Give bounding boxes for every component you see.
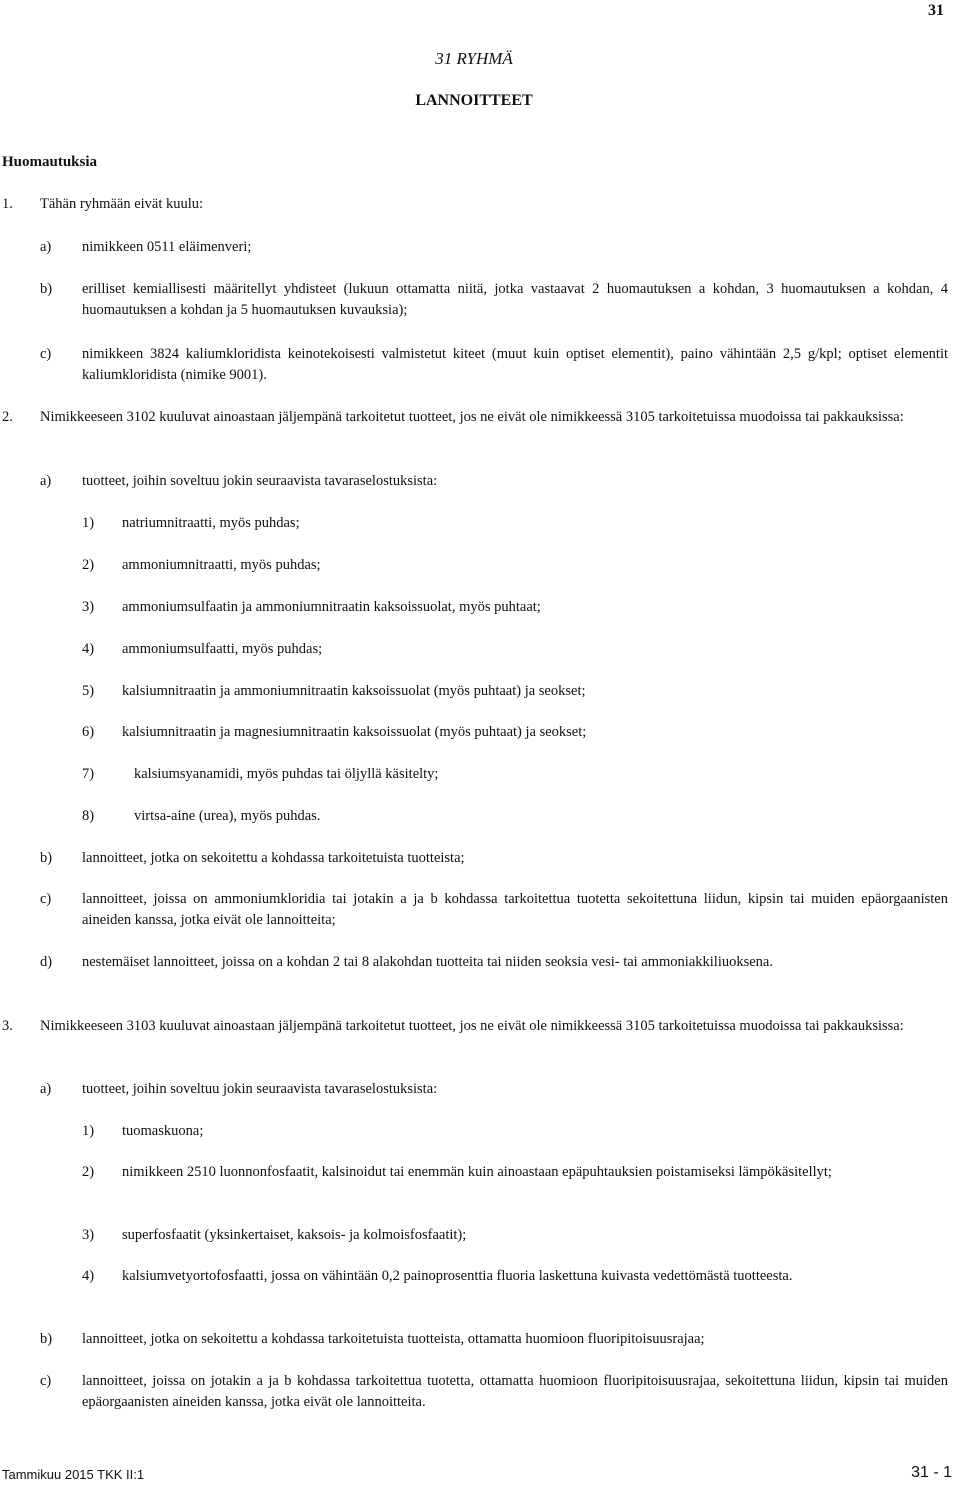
notes-heading: Huomautuksia [2, 154, 98, 170]
note-2-item-c-marker: c) [40, 891, 52, 907]
note-2-item-b-marker: b) [40, 850, 53, 866]
footer-date: Tammikuu 2015 TKK II:1 [2, 1467, 145, 1482]
note-2-item-a-marker: a) [40, 473, 52, 489]
note-1-item-a-marker: a) [40, 239, 52, 255]
note-1-item-c-marker: c) [40, 346, 52, 362]
note-2-subitem-marker: 7) [82, 766, 95, 782]
note-1-item-b-marker: b) [40, 281, 53, 297]
note-3-subitem-text: tuomaskuona; [122, 1123, 204, 1139]
chapter-number: 31 RYHMÄ [435, 49, 513, 68]
note-2-item-a-text: tuotteet, joihin soveltuu jokin seuraavista tavaraselostuksista: [82, 473, 438, 489]
note-3-item-b-marker: b) [40, 1331, 53, 1347]
note-1-item-b-text: erilliset kemiallisesti määritellyt yhdisteet (lukuun ottamatta niitä, jotka vastaavat 2 huomautuksen a kohdan, 3 huomautuksen a kohdan, 4 huomautuksen a kohdan ja 5 huomautuksen kuvauksia); [82, 281, 948, 318]
note-2-subitem-text: kalsiumsyanamidi, myös puhdas tai öljyllä käsitelty; [134, 766, 439, 782]
note-2-subitem-text: kalsiumnitraatin ja magnesiumnitraatin kaksoissuolat (myös puhtaat) ja seokset; [122, 724, 587, 740]
note-2-marker: 2. [2, 409, 13, 425]
note-1-text: Tähän ryhmään eivät kuulu: [40, 196, 204, 212]
note-2-item-c-text: lannoitteet, joissa on ammoniumkloridia tai jotakin a ja b kohdassa tarkoitettua tuotetta sekoitettuna liidun, kipsin tai muiden epäorgaanisten aineiden kanssa, jotka eivät ole lannoitteita; [82, 891, 948, 928]
note-2-item-d-marker: d) [40, 954, 53, 970]
note-2-subitem-text: ammoniumsulfaatin ja ammoniumnitraatin kaksoissuolat, myös puhtaat; [122, 599, 541, 615]
note-3-subitem-text: nimikkeen 2510 luonnonfosfaatit, kalsinoidut tai enemmän kuin ainoastaan epäpuhtauksien poistamiseksi lämpökäsitellyt; [122, 1164, 832, 1180]
note-2-subitem-marker: 4) [82, 641, 95, 657]
note-3-subitem-text: superfosfaatit (yksinkertaiset, kaksois- ja kolmoisfosfaatit); [122, 1227, 467, 1243]
note-2-item-b-text: lannoitteet, jotka on sekoitettu a kohdassa tarkoitetuista tuotteista; [82, 850, 465, 866]
note-3-item-c-text: lannoitteet, joissa on jotakin a ja b kohdassa tarkoitettua tuotetta, ottamatta huomioon fluoripitoisuusrajaa, sekoitettuna liidun, kipsin tai muiden epäorgaanisten aineiden kanssa, jotka eivät ole lannoitteita. [82, 1373, 948, 1410]
note-2-subitem-text: natriumnitraatti, myös puhdas; [122, 515, 300, 531]
note-2-subitem-marker: 8) [82, 808, 95, 824]
note-2-subitem-marker: 5) [82, 683, 95, 699]
note-3-subitem-text: kalsiumvetyortofosfaatti, jossa on vähintään 0,2 painoprosenttia fluoria laskettuna kuivasta vedettömästä tuotteesta. [122, 1268, 793, 1284]
note-3-text: Nimikkeeseen 3103 kuuluvat ainoastaan jäljempänä tarkoitetut tuotteet, jos ne eivät ole nimikkeessä 3105 tarkoitetuissa muodoissa tai pakkauksissa: [40, 1018, 904, 1034]
note-3-subitem-marker: 4) [82, 1268, 95, 1284]
note-3-item-b-text: lannoitteet, jotka on sekoitettu a kohdassa tarkoitetuista tuotteista, ottamatta huomioon fluoripitoisuusrajaa; [82, 1331, 705, 1347]
chapter-title: LANNOITTEET [415, 92, 533, 109]
note-3-subitem-marker: 1) [82, 1123, 95, 1139]
note-3-item-a-marker: a) [40, 1081, 52, 1097]
note-3-subitem-marker: 2) [82, 1164, 95, 1180]
note-2-subitem-marker: 1) [82, 515, 95, 531]
page-number: 31 [928, 2, 944, 19]
note-3-item-c-marker: c) [40, 1373, 52, 1389]
note-2-subitem-marker: 6) [82, 724, 95, 740]
note-2-subitem-marker: 2) [82, 557, 95, 573]
note-2-subitem-text: ammoniumsulfaatti, myös puhdas; [122, 641, 323, 657]
note-1-marker: 1. [2, 196, 13, 212]
note-2-subitem-marker: 3) [82, 599, 95, 615]
note-2-subitem-text: virtsa-aine (urea), myös puhdas. [134, 808, 321, 824]
note-2-subitem-text: ammoniumnitraatti, myös puhdas; [122, 557, 321, 573]
note-3-subitem-marker: 3) [82, 1227, 95, 1243]
note-1-item-c-text: nimikkeen 3824 kaliumkloridista keinotekoisesti valmistetut kiteet (muut kuin optiset elementit), paino vähintään 2,5 g/kpl; optiset elementit kaliumkloridista (nimike 9001). [82, 346, 948, 383]
note-2-subitem-text: kalsiumnitraatin ja ammoniumnitraatin kaksoissuolat (myös puhtaat) ja seokset; [122, 683, 586, 699]
footer-page-number: 31 - 1 [911, 1464, 952, 1481]
note-1-item-a-text: nimikkeen 0511 eläimenveri; [82, 239, 252, 255]
note-2-text: Nimikkeeseen 3102 kuuluvat ainoastaan jäljempänä tarkoitetut tuotteet, jos ne eivät ole nimikkeessä 3105 tarkoitetuissa muodoissa tai pakkauksissa: [40, 409, 904, 425]
note-2-item-d-text: nestemäiset lannoitteet, joissa on a kohdan 2 tai 8 alakohdan tuotteita tai niiden seoksia vesi- tai ammoniakkiliuoksena. [82, 954, 773, 970]
note-3-marker: 3. [2, 1018, 13, 1034]
note-3-item-a-text: tuotteet, joihin soveltuu jokin seuraavista tavaraselostuksista: [82, 1081, 438, 1097]
